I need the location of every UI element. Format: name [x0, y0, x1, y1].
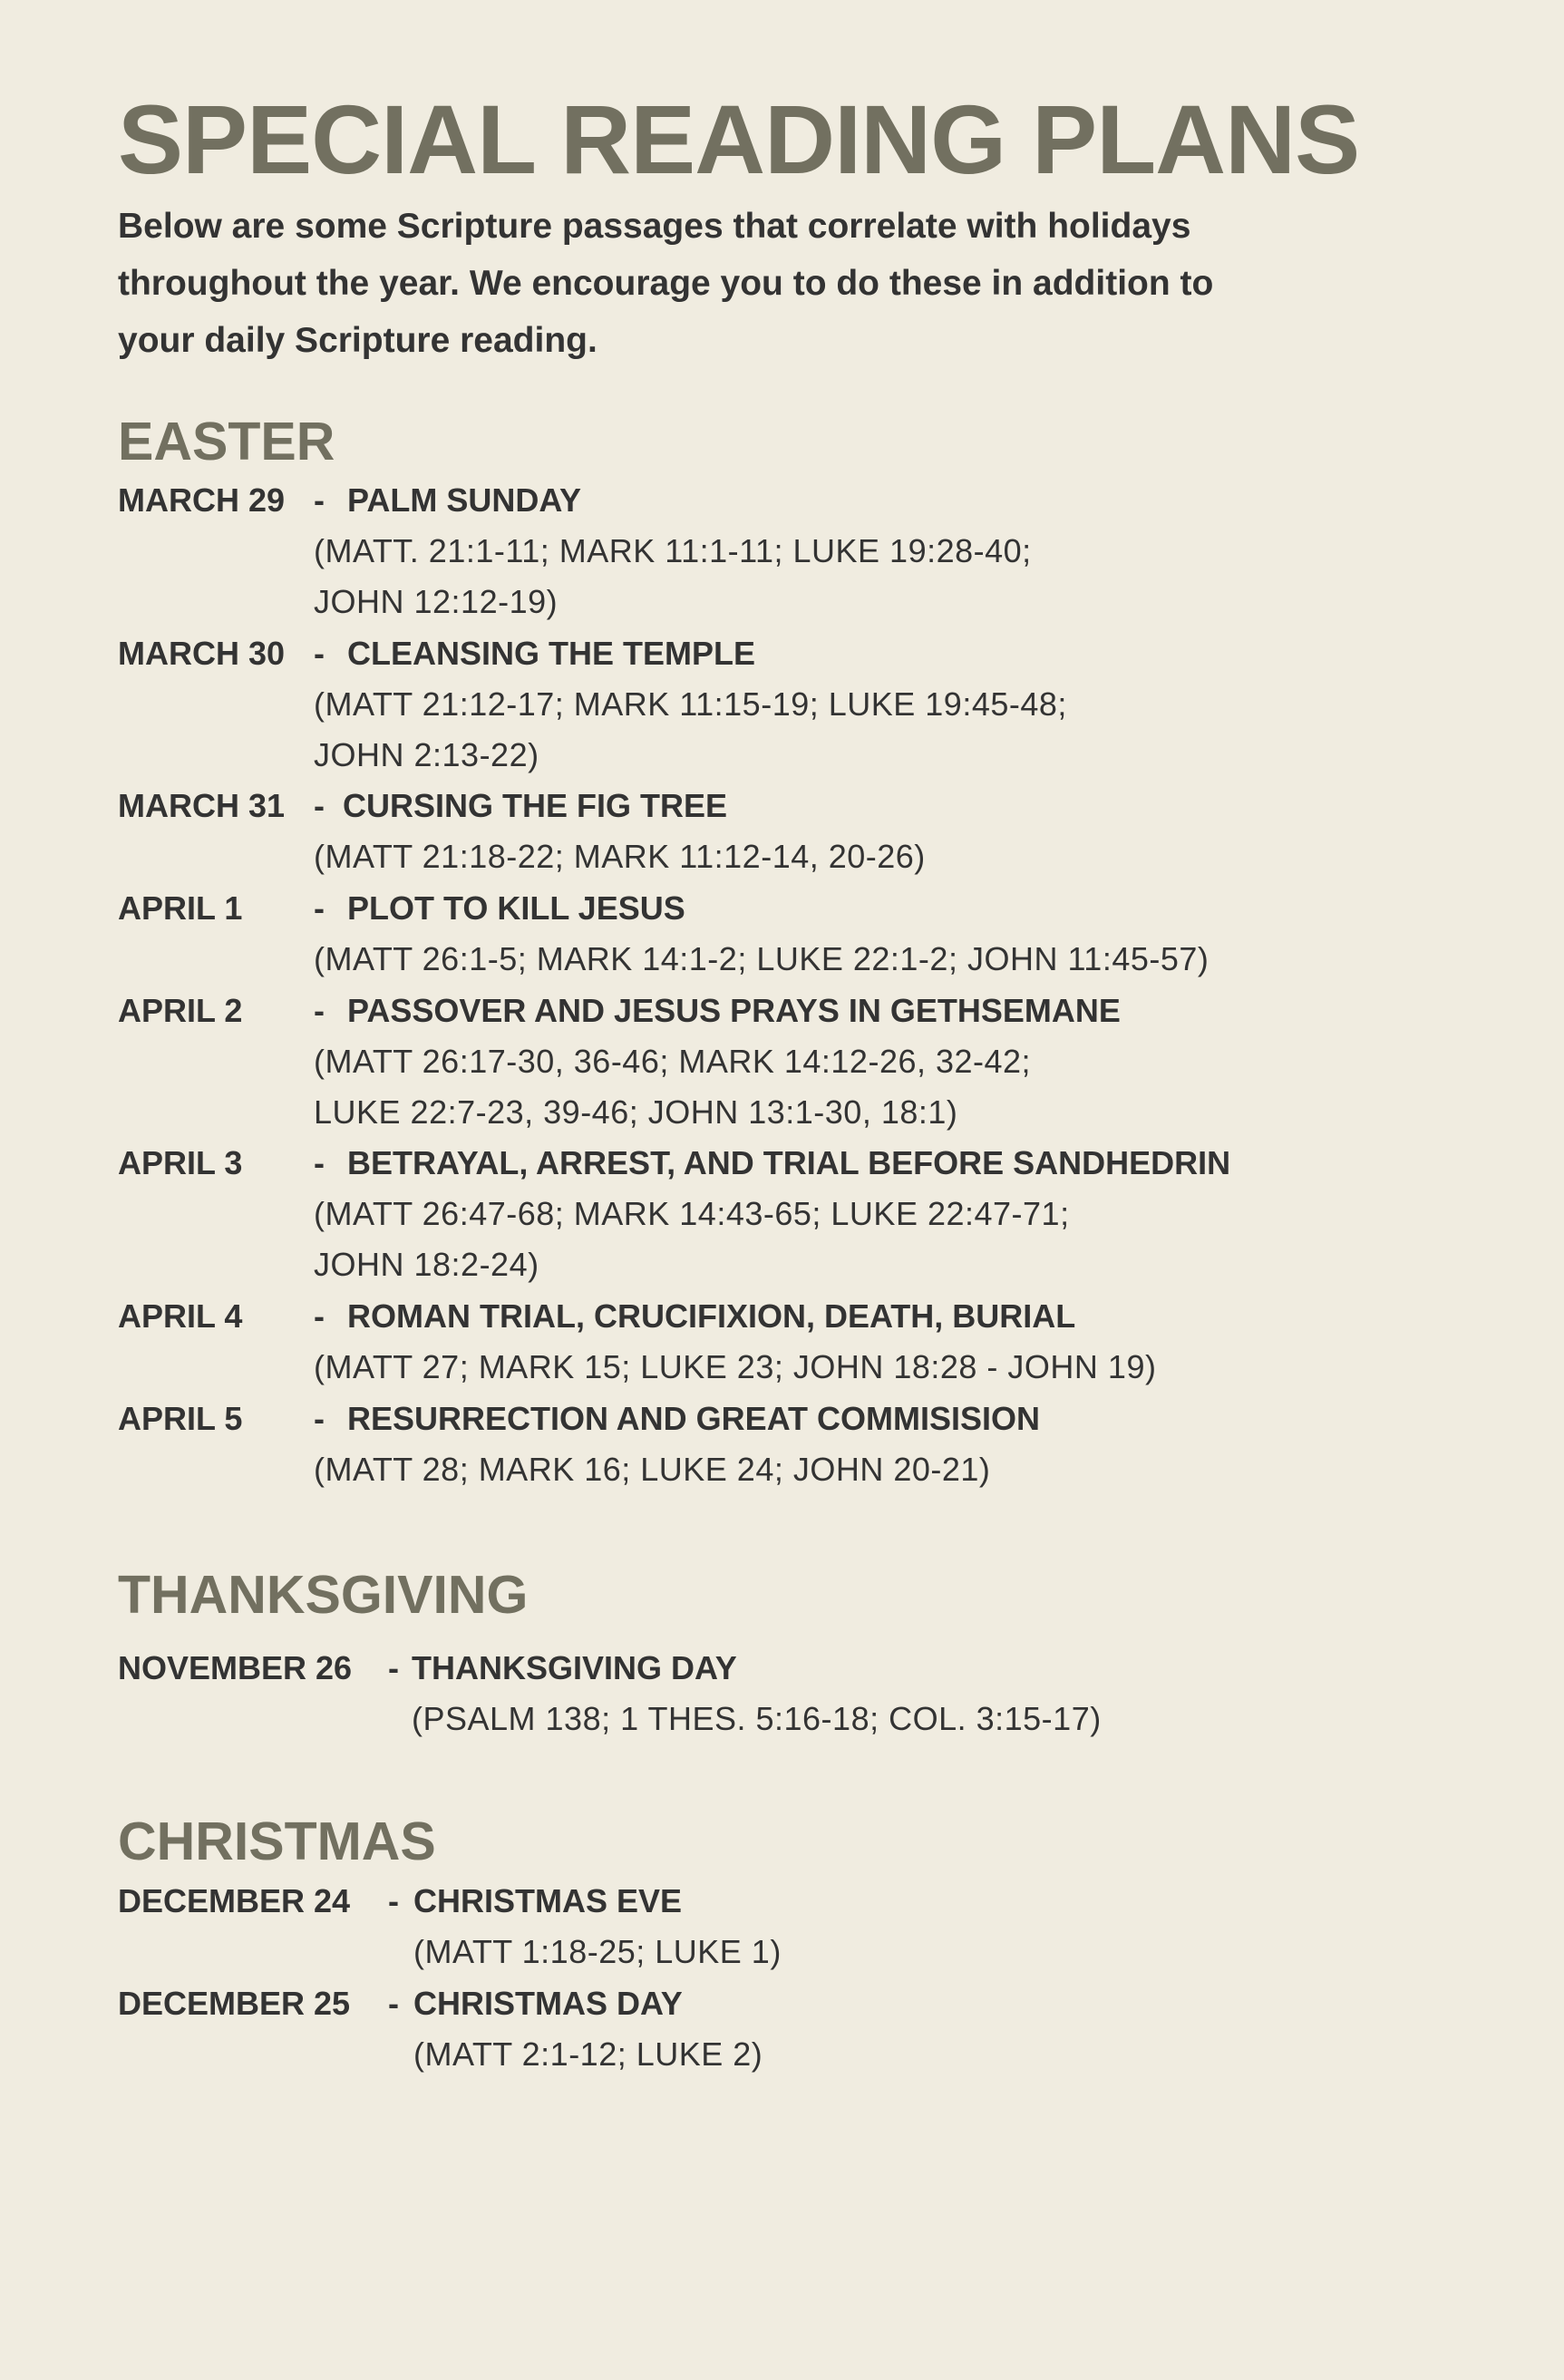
section-heading-christmas: CHRISTMAS [118, 1812, 436, 1871]
entry-separator: - [314, 1144, 325, 1181]
entry-reference: JOHN 2:13-22) [314, 736, 539, 773]
entry-april-2 [118, 992, 1121, 1029]
intro-paragraph: Below are some Scripture passages that correlate with holidays throughout the year. We encourage you to do these in addition to your daily Scripture reading. [118, 207, 1214, 360]
entry-date: APRIL 4 [118, 1297, 243, 1335]
entry-separator: - [388, 1882, 399, 1919]
entry-title: CHRISTMAS EVE [413, 1882, 683, 1919]
entry-march-30 [118, 635, 756, 672]
entry-reference: (MATT 26:1-5; MARK 14:1-2; LUKE 22:1-2; JOHN 11:45-57) [314, 940, 1209, 977]
entry-reference: LUKE 22:7-23, 39-46; JOHN 13:1-30, 18:1) [314, 1093, 958, 1131]
entry-date: MARCH 31 [118, 787, 286, 824]
entry-date: APRIL 5 [118, 1400, 243, 1437]
entry-separator: - [314, 481, 325, 519]
entry-separator: - [314, 635, 325, 672]
section-heading-thanksgiving: THANKSGIVING [118, 1565, 529, 1625]
entry-april-3 [118, 1144, 1231, 1181]
entry-date: DECEMBER 24 [118, 1882, 351, 1919]
entry-reference: (MATT 27; MARK 15; LUKE 23; JOHN 18:28 - JOHN 19) [314, 1348, 1157, 1385]
entry-separator: - [388, 1649, 399, 1686]
entry-date: MARCH 29 [118, 481, 286, 519]
entry-date: DECEMBER 25 [118, 1985, 351, 2022]
entry-date: APRIL 2 [118, 992, 243, 1029]
entry-title: CURSING THE FIG TREE [343, 787, 728, 824]
entry-separator: - [388, 1985, 399, 2022]
section-heading-easter: EASTER [118, 412, 335, 471]
entry-separator: - [314, 889, 325, 927]
entry-reference: (MATT 26:47-68; MARK 14:43-65; LUKE 22:47-71; [314, 1195, 1070, 1232]
entry-april-1 [118, 889, 685, 927]
entry-separator: - [314, 992, 325, 1029]
entry-date: NOVEMBER 26 [118, 1649, 353, 1686]
entry-april-5 [118, 1400, 1041, 1437]
entry-reference: (MATT 1:18-25; LUKE 1) [413, 1933, 782, 1970]
entry-reference: JOHN 18:2-24) [314, 1246, 539, 1283]
entry-title: CLEANSING THE TEMPLE [347, 635, 756, 672]
entry-title: PALM SUNDAY [347, 481, 582, 519]
entry-reference: (MATT 28; MARK 16; LUKE 24; JOHN 20-21) [314, 1451, 991, 1488]
entry-december-24 [118, 1882, 683, 1919]
entry-april-4 [118, 1297, 1076, 1335]
entry-title: BETRAYAL, ARREST, AND TRIAL BEFORE SANDHEDRIN [347, 1144, 1231, 1181]
entry-november-26 [118, 1649, 737, 1686]
entry-title: RESURRECTION AND GREAT COMMISISION [347, 1400, 1041, 1437]
entry-march-31 [118, 787, 728, 824]
entry-date: APRIL 1 [118, 889, 243, 927]
entry-reference: (MATT 2:1-12; LUKE 2) [413, 2035, 763, 2073]
page-title: SPECIAL READING PLANS [118, 84, 1360, 194]
entry-separator: - [314, 1400, 325, 1437]
entry-date: APRIL 3 [118, 1144, 243, 1181]
entry-reference: JOHN 12:12-19) [314, 583, 559, 620]
entry-title: CHRISTMAS DAY [413, 1985, 683, 2022]
entry-separator: - [314, 1297, 325, 1335]
entry-reference: (MATT. 21:1-11; MARK 11:1-11; LUKE 19:28-40; [314, 532, 1032, 569]
entry-march-29 [118, 481, 582, 519]
entry-reference: (PSALM 138; 1 THES. 5:16-18; COL. 3:15-17) [412, 1700, 1102, 1737]
entry-title: PLOT TO KILL JESUS [347, 889, 685, 927]
entry-reference: (MATT 26:17-30, 36-46; MARK 14:12-26, 32-42; [314, 1043, 1032, 1080]
entry-reference: (MATT 21:12-17; MARK 11:15-19; LUKE 19:45-48; [314, 685, 1067, 723]
entry-title: THANKSGIVING DAY [412, 1649, 737, 1686]
entry-reference: (MATT 21:18-22; MARK 11:12-14, 20-26) [314, 838, 926, 875]
entry-date: MARCH 30 [118, 635, 286, 672]
entry-title: PASSOVER AND JESUS PRAYS IN GETHSEMANE [347, 992, 1121, 1029]
entry-title: ROMAN TRIAL, CRUCIFIXION, DEATH, BURIAL [347, 1297, 1076, 1335]
entry-december-25 [118, 1985, 683, 2022]
entry-separator: - [314, 787, 325, 824]
